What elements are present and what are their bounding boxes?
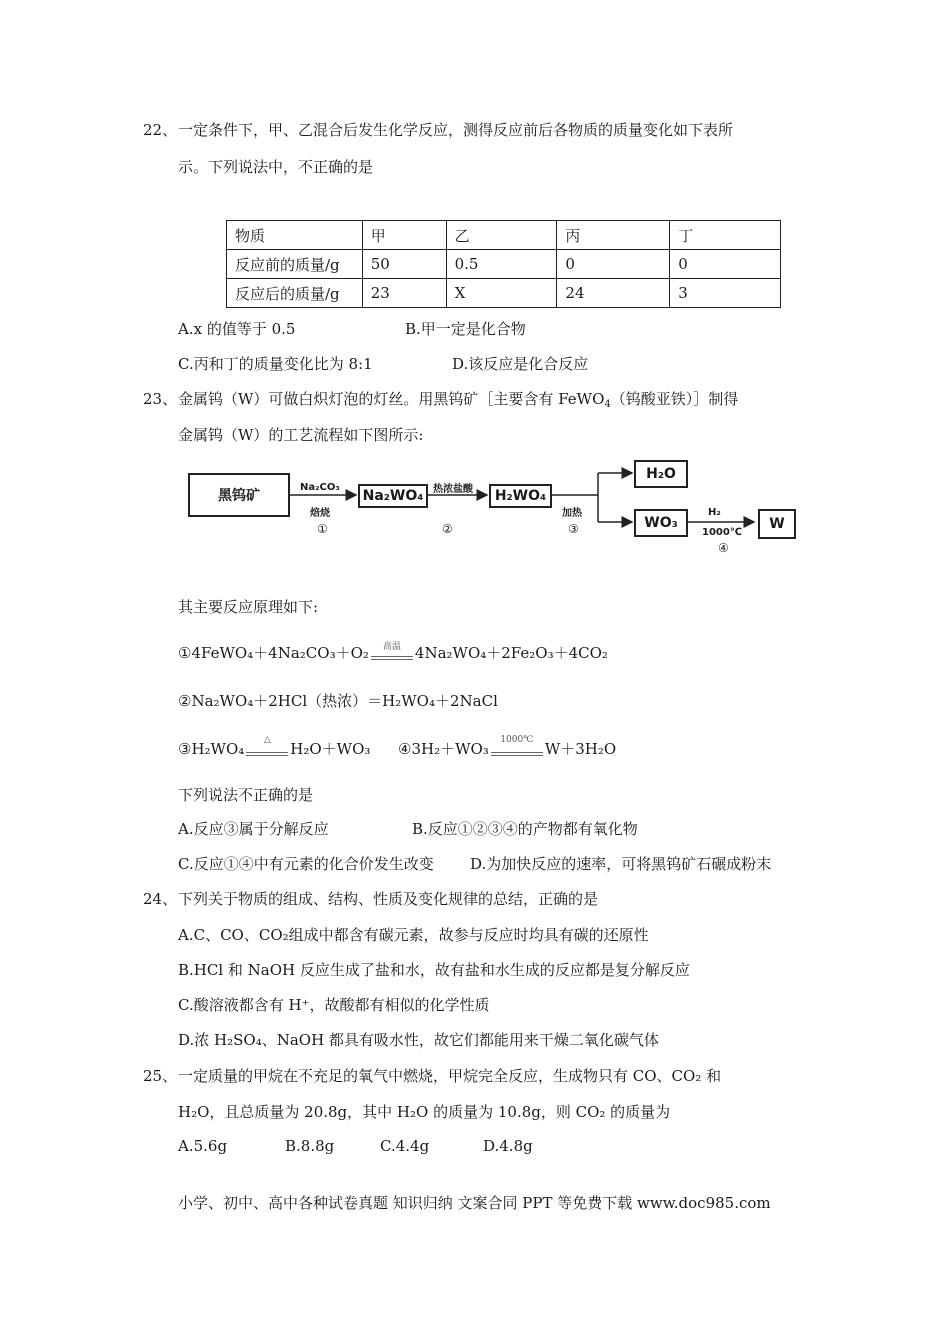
q24-option-b: B.HCl 和 NaOH 反应生成了盐和水，故有盐和水生成的反应都是复分解反应 xyxy=(178,961,690,979)
eq3-right: H₂O＋WO₃ xyxy=(290,740,371,758)
eq3-condition-sign xyxy=(246,735,288,757)
q23-question: 下列说法不正确的是 xyxy=(178,786,314,804)
table-cell: 甲 xyxy=(362,221,446,250)
eq1-right: 4Na₂WO₄＋2Fe₂O₃＋4CO₂ xyxy=(414,644,608,662)
step4-reagent: H₂ xyxy=(708,507,721,518)
q23-option-b: B.反应①②③④的产物都有氧化物 xyxy=(412,820,638,838)
eq3-left: ③H₂WO₄ xyxy=(178,740,245,758)
q25-stem-line2: H₂O，且总质量为 20.8g，其中 H₂O 的质量为 10.8g，则 CO₂ 的质量为 xyxy=(178,1103,671,1121)
q24-stem: 下列关于物质的组成、结构、性质及变化规律的总结，正确的是 xyxy=(178,890,599,908)
step3-number: ③ xyxy=(568,522,579,536)
step2-reagent: 热浓盐酸 xyxy=(433,484,473,495)
w-box: W xyxy=(758,509,796,539)
eq1-left: ①4FeWO₄＋4Na₂CO₃＋O₂ xyxy=(178,644,369,662)
table-cell: 0.5 xyxy=(446,250,557,279)
eq4-condition: 1000℃ xyxy=(500,735,534,745)
q23-option-a: A.反应③属于分解反应 xyxy=(178,820,329,838)
table-cell: 物质 xyxy=(227,221,363,250)
step2-number: ② xyxy=(442,522,453,536)
q22-number: 22、 xyxy=(143,121,178,139)
q25-option-c: C.4.4g xyxy=(380,1137,430,1155)
q22-stem-line2: 示。下列说法中，不正确的是 xyxy=(178,158,374,176)
h2wo4-box: H₂WO₄ xyxy=(489,484,552,508)
table-cell: 24 xyxy=(557,279,670,308)
page-footer: 小学、初中、高中各种试卷真题 知识归纳 文案合同 PPT 等免费下载 www.doc985.com xyxy=(178,1194,771,1212)
step1-number: ① xyxy=(317,522,328,536)
table-cell: 反应前的质量/g xyxy=(227,250,363,279)
wo3-box: WO₃ xyxy=(634,509,688,537)
q22-stem-line1: 一定条件下，甲、乙混合后发生化学反应，测得反应前后各物质的质量变化如下表所 xyxy=(178,121,734,139)
equals-sign xyxy=(371,656,413,660)
step4-number: ④ xyxy=(718,541,729,555)
table-cell: 丙 xyxy=(557,221,670,250)
ore-box: 黑钨矿 xyxy=(188,473,290,517)
eq1-condition: 高温 xyxy=(382,642,401,652)
process-flow-diagram xyxy=(180,455,800,563)
equals-sign xyxy=(246,752,288,756)
q25-option-b: B.8.8g xyxy=(285,1137,335,1155)
eq4-right: W＋3H₂O xyxy=(544,740,617,758)
q22-option-d: D.该反应是化合反应 xyxy=(452,355,589,373)
q23-stem-line2: 金属钨（W）的工艺流程如下图所示: xyxy=(178,426,424,444)
principle-intro: 其主要反应原理如下: xyxy=(178,598,319,616)
q22-mass-table xyxy=(226,220,781,308)
q23-stem-line1-sub: 4 xyxy=(604,399,611,410)
h2o-box: H₂O xyxy=(634,460,688,488)
q23-option-d: D.为加快反应的速率，可将黑钨矿石碾成粉末 xyxy=(470,855,772,873)
q25-option-a: A.5.6g xyxy=(178,1137,228,1155)
q23-option-c: C.反应①④中有元素的化合价发生改变 xyxy=(178,855,434,873)
q23-stem-line1 xyxy=(178,388,738,410)
q24-option-c: C.酸溶液都含有 H⁺，故酸都有相似的化学性质 xyxy=(178,996,490,1014)
table-cell: 0 xyxy=(670,250,781,279)
equation-3 xyxy=(178,735,371,759)
step1-reagent: Na₂CO₃ xyxy=(300,482,340,493)
na2wo4-box: Na₂WO₄ xyxy=(358,484,428,508)
eq3-condition: △ xyxy=(263,735,271,745)
table-row xyxy=(227,279,781,308)
q23-stem-line1-b: （钨酸亚铁）］制得 xyxy=(610,390,739,408)
table-cell: 0 xyxy=(557,250,670,279)
q22-option-b: B.甲一定是化合物 xyxy=(405,320,526,338)
equation-1 xyxy=(178,642,608,663)
q23-stem-line1-a: 金属钨（W）可做白炽灯泡的灯丝。用黑钨矿［主要含有 FeWO xyxy=(178,390,605,408)
table-row xyxy=(227,250,781,279)
q25-stem-line1: 一定质量的甲烷在不充足的氧气中燃烧，甲烷完全反应，生成物只有 CO、CO₂ 和 xyxy=(178,1067,722,1085)
equals-sign xyxy=(491,752,543,756)
table-cell: 反应后的质量/g xyxy=(227,279,363,308)
table-header-row xyxy=(227,221,781,250)
q24-option-a: A.C、CO、CO₂组成中都含有碳元素，故参与反应时均具有碳的还原性 xyxy=(178,926,649,944)
equation-4 xyxy=(398,735,617,759)
eq4-condition-sign xyxy=(491,735,543,757)
q22-option-a: A.x 的值等于 0.5 xyxy=(178,320,296,338)
step3-condition: 加热 xyxy=(562,508,582,519)
q24-number: 24、 xyxy=(143,890,178,908)
step1-condition: 焙烧 xyxy=(310,508,330,519)
q23-number: 23、 xyxy=(143,390,178,408)
q22-option-c: C.丙和丁的质量变化比为 8:1 xyxy=(178,355,373,373)
eq4-left: ④3H₂＋WO₃ xyxy=(398,740,489,758)
step4-condition: 1000℃ xyxy=(702,527,742,538)
q25-option-d: D.4.8g xyxy=(483,1137,533,1155)
q25-number: 25、 xyxy=(143,1067,178,1085)
table-cell: 3 xyxy=(670,279,781,308)
equation-2: ②Na₂WO₄＋2HCl（热浓）＝H₂WO₄＋2NaCl xyxy=(178,692,498,710)
table-cell: 23 xyxy=(362,279,446,308)
q24-option-d: D.浓 H₂SO₄、NaOH 都具有吸水性，故它们都能用来干燥二氧化碳气体 xyxy=(178,1031,659,1049)
table-cell: 乙 xyxy=(446,221,557,250)
eq1-condition-sign xyxy=(371,642,413,661)
table-cell: 丁 xyxy=(670,221,781,250)
table-cell: 50 xyxy=(362,250,446,279)
table-cell: X xyxy=(446,279,557,308)
